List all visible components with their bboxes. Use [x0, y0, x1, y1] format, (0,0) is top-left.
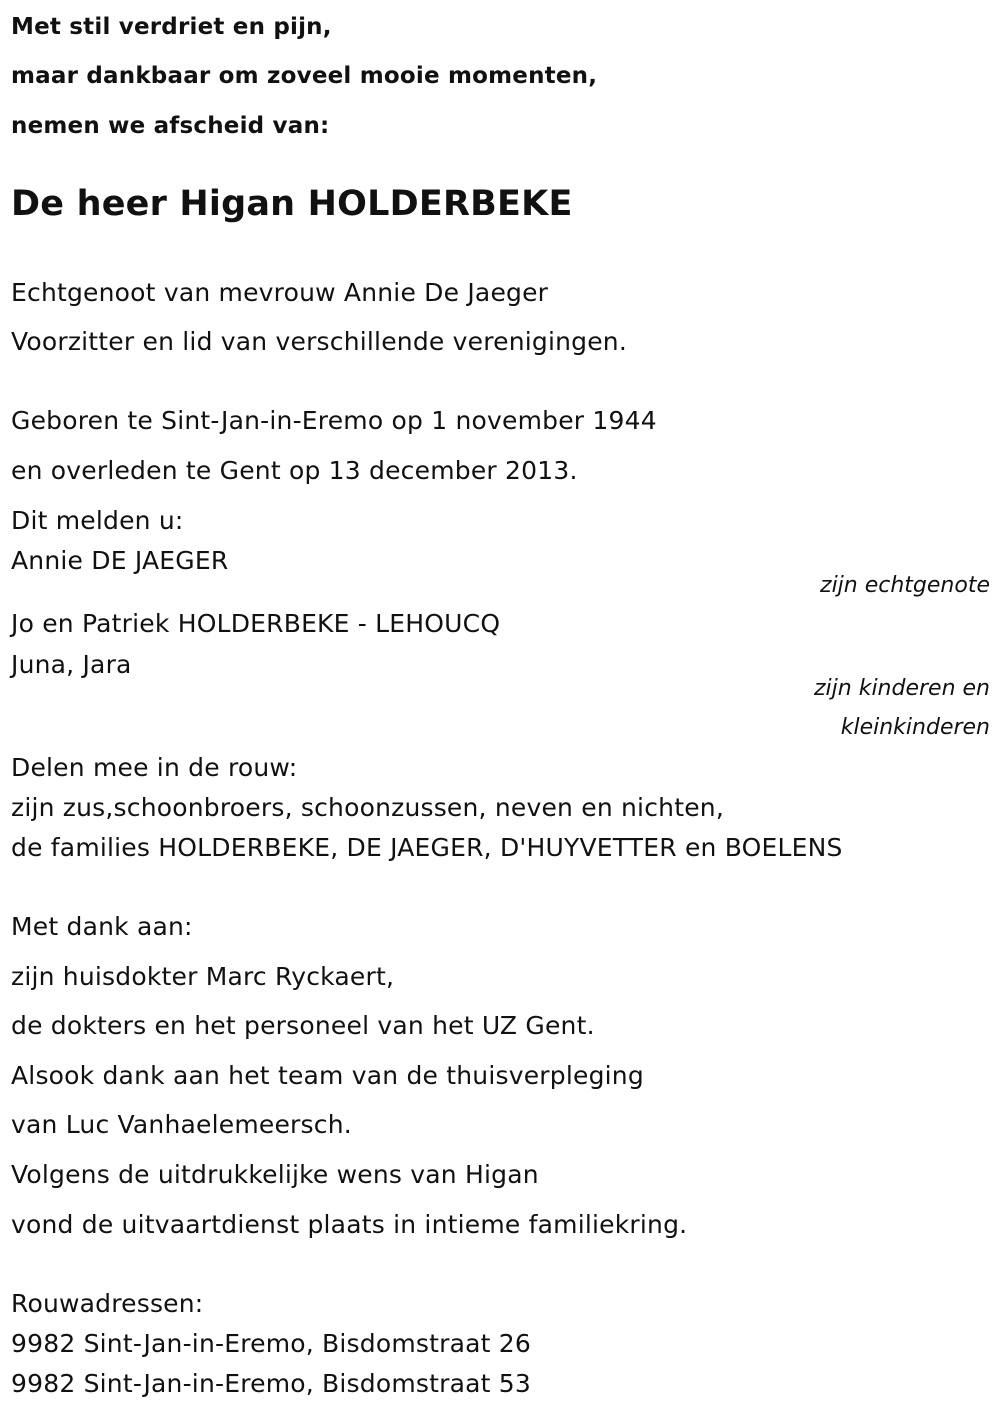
mourning-line-2: de families HOLDERBEKE, DE JAEGER, D'HUYVETTER en BOELENS — [11, 833, 843, 862]
intro-line-1: Met stil verdriet en pijn, — [11, 14, 332, 40]
thanks-heading: Met dank aan: — [11, 912, 193, 941]
thanks-line-1: zijn huisdokter Marc Ryckaert, — [11, 962, 395, 991]
children-role-line-1: zijn kinderen en — [814, 676, 990, 701]
announce-spouse: Annie DE JAEGER — [11, 546, 229, 575]
thanks-line-6: vond de uitvaartdienst plaats in intieme familiekring. — [11, 1210, 688, 1239]
mourning-heading: Delen mee in de rouw: — [11, 753, 298, 782]
birth-line: Geboren te Sint-Jan-in-Eremo op 1 november 1944 — [11, 406, 657, 435]
intro-line-3: nemen we afscheid van: — [11, 113, 330, 139]
intro-line-2: maar dankbaar om zoveel mooie momenten, — [11, 63, 598, 89]
addresses-heading: Rouwadressen: — [11, 1289, 204, 1318]
address-line-1: 9982 Sint-Jan-in-Eremo, Bisdomstraat 26 — [11, 1329, 532, 1358]
thanks-line-3: Alsook dank aan het team van de thuisverpleging — [11, 1061, 644, 1090]
thanks-line-5: Volgens de uitdrukkelijke wens van Higan — [11, 1160, 539, 1189]
spouse-role: zijn echtgenote — [820, 573, 990, 598]
announce-children: Jo en Patriek HOLDERBEKE - LEHOUCQ — [11, 609, 501, 638]
children-role-line-2: kleinkinderen — [840, 715, 990, 740]
announce-heading: Dit melden u: — [11, 506, 184, 535]
deceased-name: De heer Higan HOLDERBEKE — [11, 184, 573, 224]
mourning-line-1: zijn zus,schoonbroers, schoonzussen, neven en nichten, — [11, 793, 724, 822]
address-line-2: 9982 Sint-Jan-in-Eremo, Bisdomstraat 53 — [11, 1369, 532, 1398]
description-spouse: Echtgenoot van mevrouw Annie De Jaeger — [11, 278, 549, 307]
announce-grandchildren: Juna, Jara — [11, 650, 132, 679]
death-line: en overleden te Gent op 13 december 2013. — [11, 456, 578, 485]
thanks-line-4: van Luc Vanhaelemeersch. — [11, 1110, 352, 1139]
thanks-line-2: de dokters en het personeel van het UZ Gent. — [11, 1011, 595, 1040]
description-role: Voorzitter en lid van verschillende verenigingen. — [11, 327, 628, 356]
